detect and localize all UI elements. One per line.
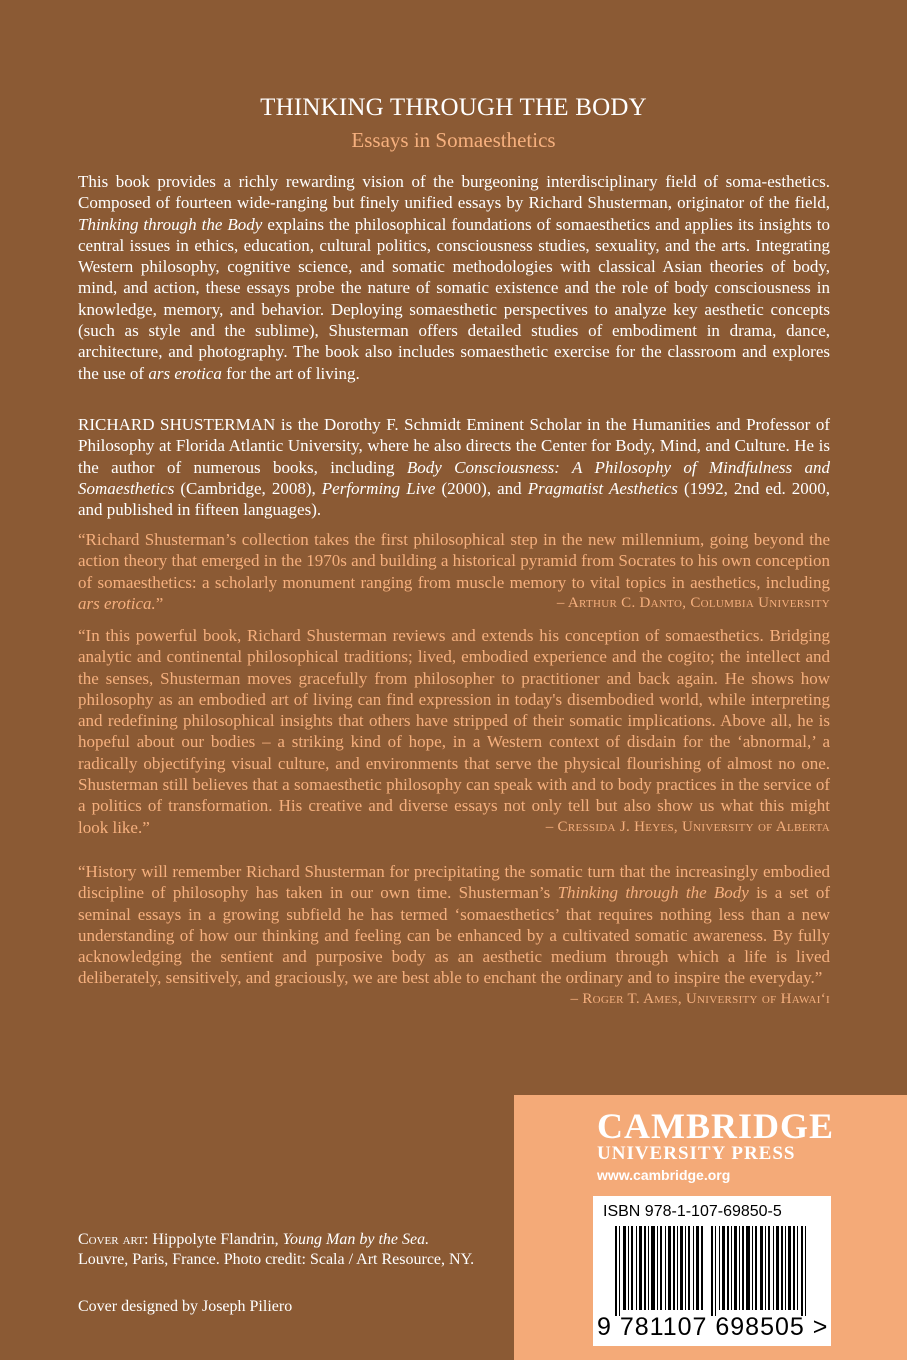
bio-book-title: Pragmatist Aesthetics <box>527 478 678 498</box>
publisher-logo: CAMBRIDGE <box>597 1106 835 1146</box>
bio-text: (Cambridge, 2008), <box>174 478 322 498</box>
quote-text: “History will remember Richard Shusterman for precipitating the somatic turn that the increasingly embodied discipline of philosophy has taken in our own time. Shusterman’s <box>78 862 830 903</box>
quote-attribution: – Roger T. Ames, University of Hawai‘i <box>570 990 830 1007</box>
blurb-text: for the art of living. <box>221 363 360 383</box>
review-quote <box>78 861 830 1010</box>
cover-art-text: Louvre, Paris, France. Photo credit: Scala / Art Resource, NY. <box>78 1250 475 1268</box>
blurb-text: explains the philosophical foundations of somaesthetics and applies its insights to central issues in ethics, education, cultural politics, consciousness studies, sexuality, and the arts. Integrating Western philosophy, cognitive science, and somatic methodologies with classical Asian theories of body, mind, and action, these essays probe the nature of somatic existence and the role of body consciousness in knowledge, memory, and behavior. Deploying somaesthetic perspectives to analyze key aesthetic concepts (such as style and the sublime), Shusterman offers detailed studies of embodiment in drama, dance, architecture, and photography. The book also includes somaesthetic exercise for the classroom and explores the use of <box>78 214 830 383</box>
bio-book-title: Body Consciousness: A Philosophy of Mindfulness and Somaesthetics <box>78 457 830 498</box>
barcode-icon <box>615 1226 815 1316</box>
cover-art-text: Hippolyte Flandrin, <box>148 1231 283 1248</box>
quote-italic: Thinking through the Body <box>557 883 749 903</box>
bio-text: RICHARD SHUSTERMAN is the Dorothy F. Schmidt Eminent Scholar in the Humanities and Professor of Philosophy at Florida Atlantic University, where he also directs the Center for Body, Mind, and Culture. He is the author of numerous books, including <box>78 415 830 477</box>
author-bio <box>78 414 830 520</box>
bio-book-title: Performing Live <box>321 478 436 498</box>
isbn-label: ISBN 978-1-107-69850-5 <box>603 1203 782 1220</box>
publisher-panel <box>514 1095 907 1360</box>
review-quote <box>78 625 830 838</box>
cover-art-credit <box>78 1230 478 1269</box>
cover-art-label: Cover art: <box>78 1231 149 1248</box>
bio-text: (1992, 2nd ed. 2000, and published in fifteen languages). <box>78 478 830 520</box>
quote-text: is a set of seminal essays in a growing subfield he has termed ‘somaesthetics’ that requires nothing less than a new understanding of how our thinking and feeling can be enhanced by a cultivated somatic awareness. By fully acknowledging the sentient and purposive body as an aesthetic medium through which a life is lived deliberately, sensitively, and graciously, we are best able to enchant the ordinary and to inspire the everyday.” <box>78 883 830 988</box>
quote-attribution: – Cressida J. Heyes, University of Alberta <box>545 818 830 835</box>
publisher-subtitle: UNIVERSITY PRESS <box>597 1143 796 1164</box>
book-description <box>78 171 830 384</box>
blurb-term-italic: ars erotica <box>148 363 222 383</box>
blurb-title-italic: Thinking through the Body <box>78 214 263 234</box>
review-quote <box>78 529 830 614</box>
cover-art-title: Young Man by the Sea. <box>282 1231 430 1248</box>
blurb-text: This book provides a richly rewarding vision of the burgeoning interdisciplinary field of soma-esthetics. Composed of fourteen wide-ranging but finely unified essays by Richard Shusterman, originator of the field, <box>78 172 830 213</box>
cover-designer-credit: Cover designed by Joseph Piliero <box>78 1298 293 1315</box>
quote-text: ” <box>155 593 164 613</box>
barcode-box <box>593 1196 831 1346</box>
book-subtitle: Essays in Somaesthetics <box>351 128 556 152</box>
barcode-number: 9 781107 698505 > <box>597 1313 829 1341</box>
quote-italic: ars erotica. <box>78 593 156 613</box>
publisher-url: www.cambridge.org <box>597 1167 731 1183</box>
quote-text: “Richard Shusterman’s collection takes the first philosophical step in the new millennium, going beyond the action theory that emerged in the 1970s and building a historical pyramid from Socrates to his own conception of somaesthetics: a scholarly monument ranging from muscle memory to vital topics in aesthetics, including <box>78 530 830 592</box>
book-title: THINKING THROUGH THE BODY <box>260 94 647 121</box>
quote-attribution: – Arthur C. Danto, Columbia University <box>556 594 830 611</box>
bio-text: (2000), and <box>435 478 528 498</box>
quote-text: “In this powerful book, Richard Shusterman reviews and extends his conception of somaesthetics. Bridging analytic and continental philosophical traditions; lived, embodied experience and the cogito; the intellect and the senses, Shusterman moves gracefully from philosopher to practitioner and back again. He shows how philosophy as an embodied art of living can find expression in today's disembodied world, while interpreting and redefining philosophical insights that others have stripped of their somatic implications. Above all, he is hopeful about our bodies – a striking kind of hope, in a Western context of disdain for the ‘abnormal,’ a radically objectifying visual culture, and environments that serve the physical flourishing of almost no one. Shusterman still believes that a somaesthetic philosophy can speak with and to body practices in the service of a politics of transformation. His creative and diverse essays not only tell but also show us what this might look like.” <box>78 626 830 837</box>
